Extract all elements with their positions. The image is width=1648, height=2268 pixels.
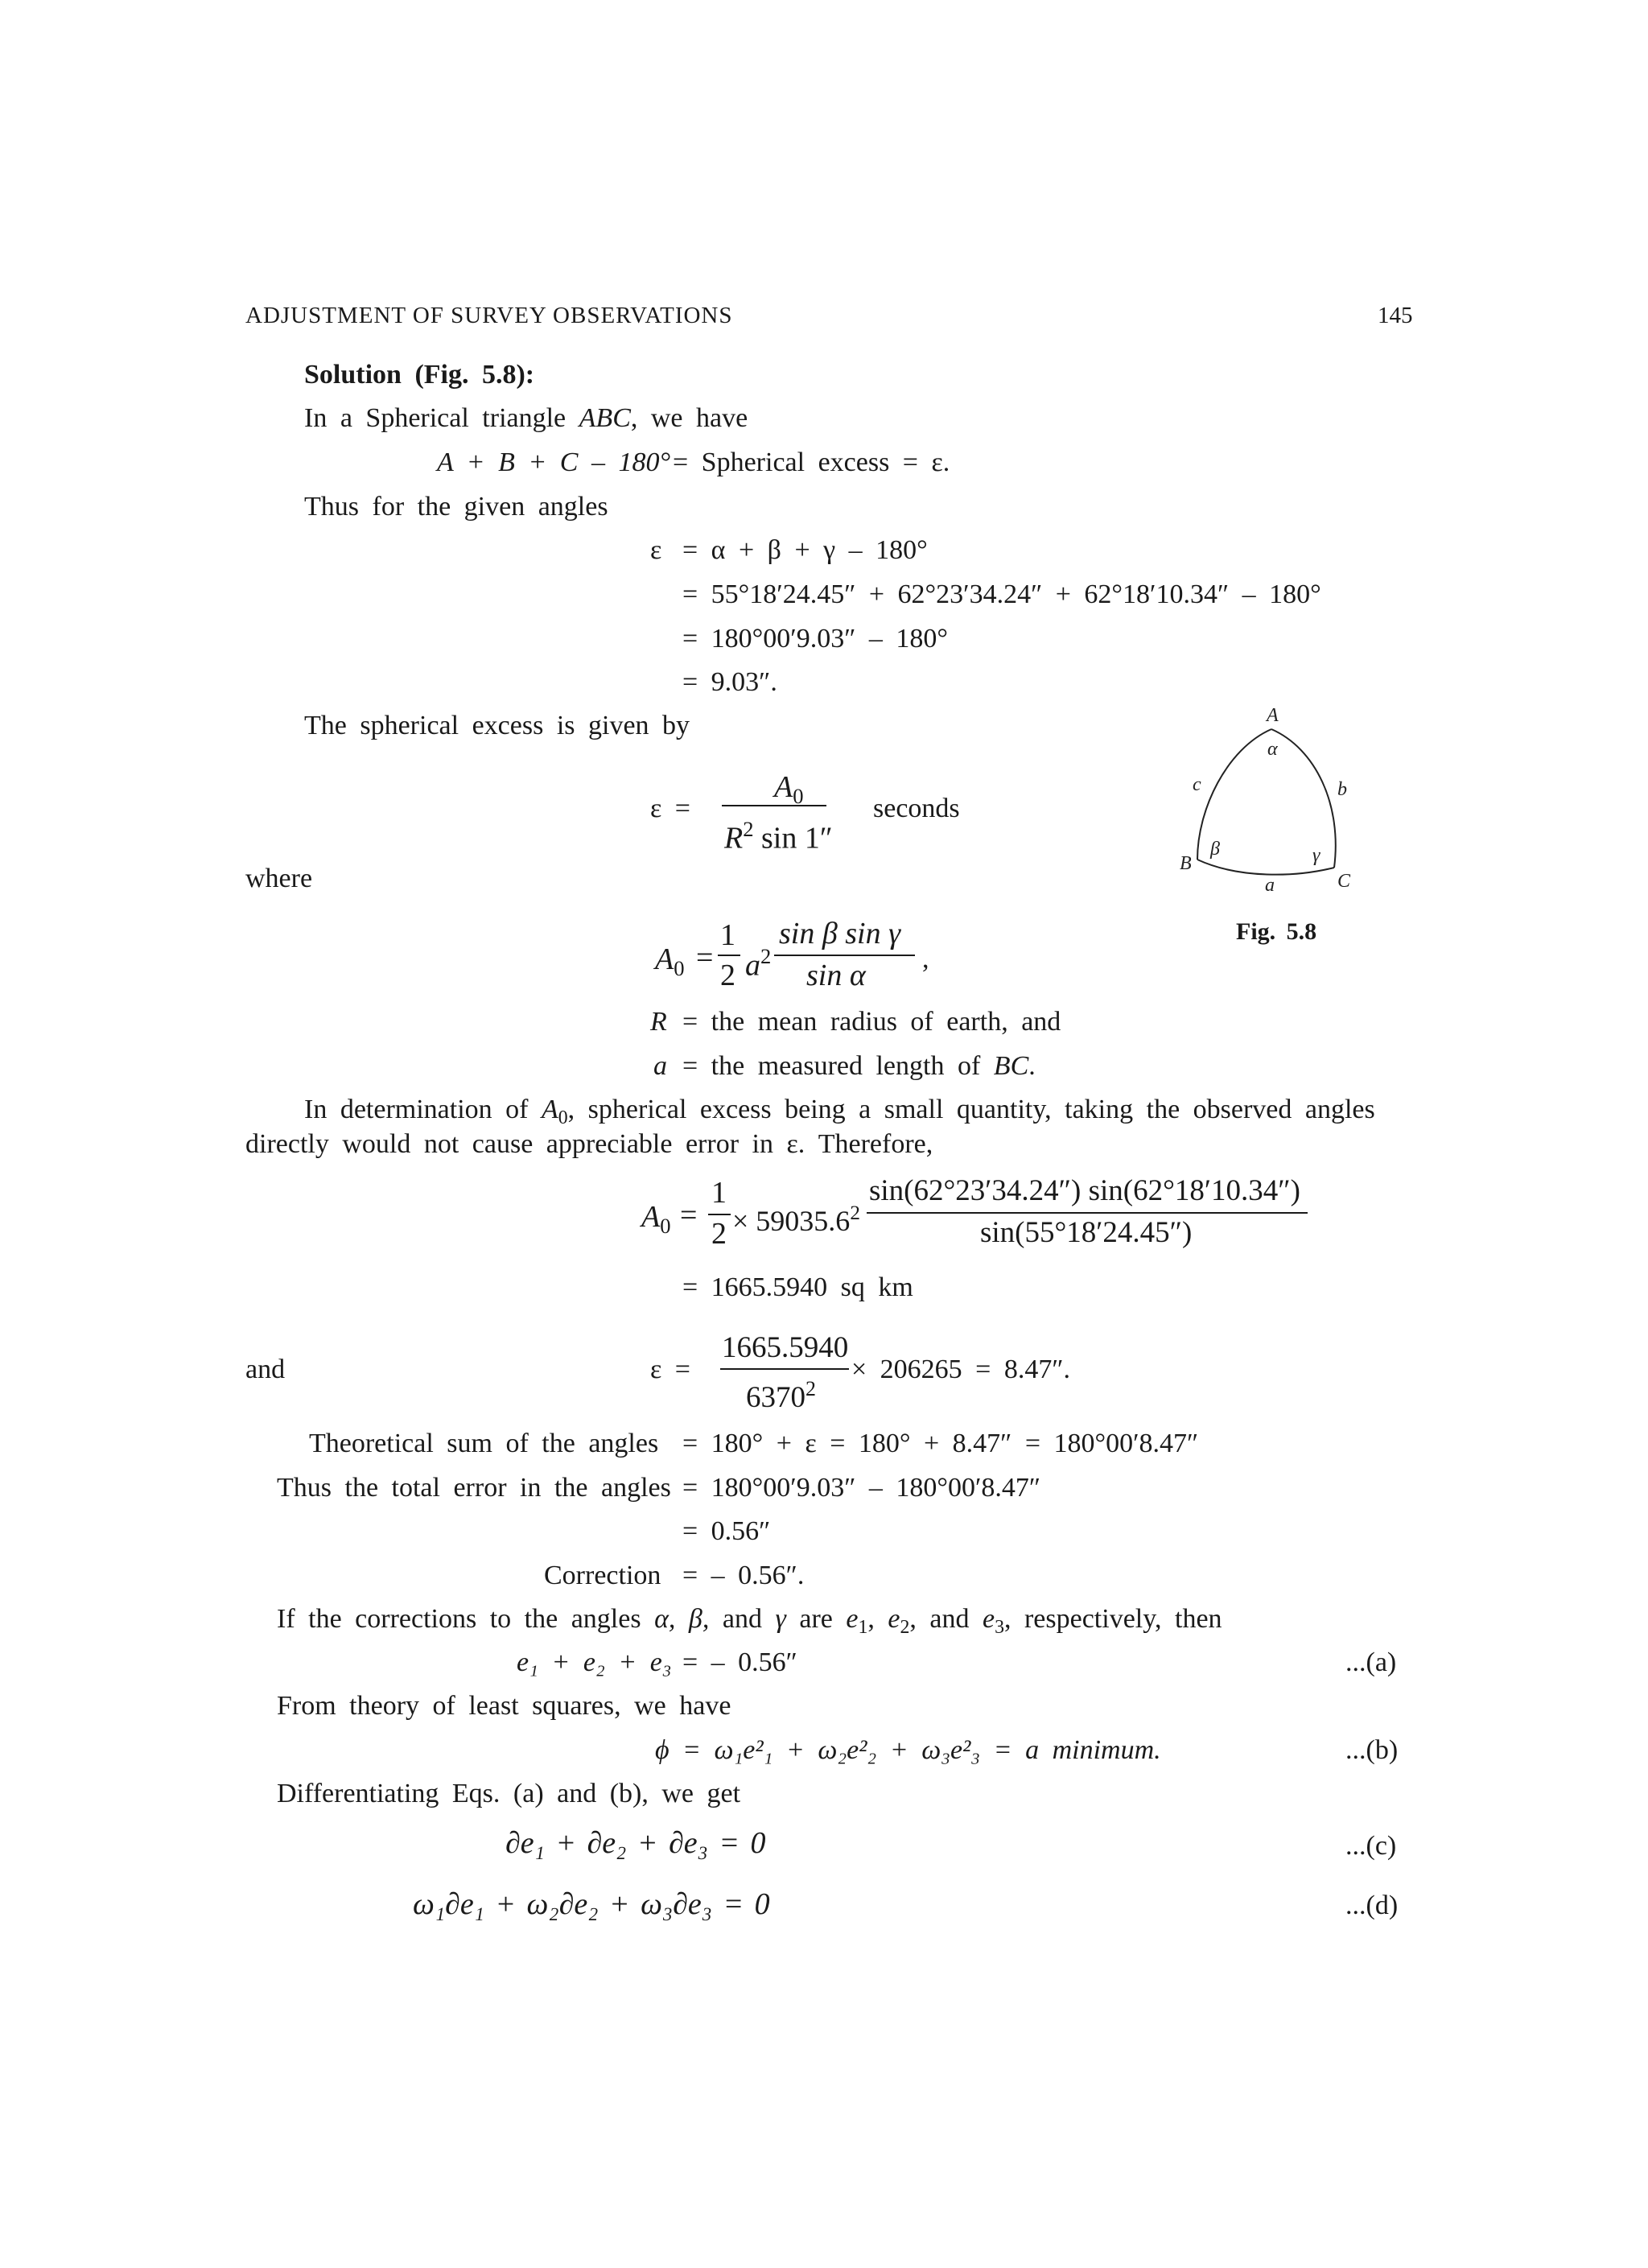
correction-value: = – 0.56″. [682,1561,805,1590]
a0calc-half-num: 1 [711,1176,727,1210]
eps-calc-fraction-bar [720,1368,849,1370]
intro-line [304,402,748,435]
where-label: where [245,864,313,893]
eq-a-tag: ...(a) [1345,1647,1397,1677]
eps-calc-numerator: 1665.5940 [722,1331,849,1364]
intro-text-a: In a Spherical triangle [304,403,579,433]
determination-line1: In determination of $A_0$, spherical excess being a small quantity, taking the observed angles [304,1095,1375,1129]
figure-caption: Fig. 5.8 [1236,918,1317,945]
calc1-lhs: ε [650,535,662,565]
correction-label: Correction [544,1561,661,1590]
angle-alpha-label: α [1267,739,1278,760]
corrections-sentence: If the corrections to the angles α, β, and γ are $e_1$, $e_2$, and $e_3$, respectively, then [277,1604,1222,1639]
least-squares-text: From theory of least squares, we have [277,1691,731,1721]
a0-half-bar [718,955,740,956]
vertex-a-label: A [1267,705,1279,726]
solution-heading: Solution (Fig. 5.8): [304,360,535,390]
eq-c-expr: ∂e₁ + ∂e₂ + ∂e₃ = 0 [505,1826,766,1860]
side-b-label: b [1337,779,1347,800]
eq-c-tag: ...(c) [1345,1831,1397,1861]
a0-fraction-num: sin β sin γ [779,917,901,950]
calc1-line2: = 55°18′24.45″ + 62°23′34.24″ + 62°18′10.34″ – 180° [682,579,1321,609]
given-angles-text: Thus for the given angles [304,492,608,522]
calc1-line4: = 9.03″. [682,667,777,697]
excess-formula-fraction-bar [722,805,826,806]
excess-formula-denominator: $R^2$ sin 1″ [724,817,833,856]
a0-fraction-bar [774,955,915,956]
eps-calc-lhs: ε = [650,1355,690,1384]
side-b-arc [1271,729,1336,868]
eps-calc-denominator: 6370$^2$ [746,1377,816,1415]
a0-a-squared: $a^2$ [745,944,772,983]
eq-a-rhs: = – 0.56″ [682,1647,797,1677]
total-error-label: Thus the total error in the angles [277,1473,671,1503]
a0calc-half-den: 2 [711,1217,727,1251]
excess-formula-eps: ε = [650,794,690,823]
a0calc-fraction-bar [867,1212,1308,1214]
theoretical-sum-value: = 180° + ε = 180° + 8.47″ = 180°00′8.47″ [682,1429,1199,1458]
excess-rhs: = Spherical excess = ε. [673,447,950,477]
eq-b-rhs: = ω₁e²₁ + ω₂e²₂ + ω₃e²₃ = a minimum. [682,1735,1161,1765]
theoretical-sum-label: Theoretical sum of the angles [309,1429,659,1458]
r-symbol: R [650,1007,667,1037]
total-error-value: = 180°00′9.03″ – 180°00′8.47″ [682,1473,1041,1503]
total-error-value-2: = 0.56″ [682,1516,771,1546]
and-label: and [245,1355,286,1384]
a0-half-den: 2 [720,959,735,992]
r-definition: = the mean radius of earth, and [682,1007,1061,1037]
eps-calc-rest: × 206265 = 8.47″. [851,1355,1071,1384]
a-definition: = the measured length of BC. [682,1051,1036,1081]
a0-half-num: 1 [720,918,735,952]
side-a-label: a [1265,875,1275,893]
angle-gamma-label: γ [1312,845,1320,866]
eq-a-lhs: e₁ + e₂ + e₃ [517,1647,672,1677]
angle-beta-label: β [1210,839,1220,860]
calc1-line1: = α + β + γ – 180° [682,535,928,565]
a0calc-multiplier: × $59035.6^2$ [732,1202,860,1237]
a0-equals: = [696,941,714,975]
differentiating-text: Differentiating Eqs. (a) and (b), we get [277,1779,741,1808]
excess-formula-numerator: $A_0$ [774,770,804,808]
a0calc-denominator: sin(55°18′24.45″) [980,1216,1193,1249]
excess-lhs: A + B + C – 180° [437,447,671,477]
eq-b-phi: ϕ [655,1735,670,1765]
vertex-c-label: C [1337,871,1351,892]
side-c-label: c [1193,774,1201,795]
page-number: 145 [1378,303,1413,328]
a0-fraction-den: sin α [806,959,866,992]
intro-text-c: , we have [630,403,748,433]
eq-d-tag: ...(d) [1345,1891,1399,1920]
a0-symbol: $A_0$ [655,942,685,980]
eq-d-expr: ω₁∂e₁ + ω₂∂e₂ + ω₃∂e₃ = 0 [413,1887,770,1921]
a0calc-half-bar [708,1214,731,1215]
a0calc-lhs: $A_0$ [641,1200,671,1238]
a-symbol: a [653,1051,667,1081]
a0-comma: , [922,944,929,974]
running-title: ADJUSTMENT OF SURVEY OBSERVATIONS [245,303,733,328]
side-c-arc [1197,729,1271,860]
excess-formula-text: The spherical excess is given by [304,711,690,740]
triangle-name: ABC [579,403,631,433]
excess-formula-unit: seconds [873,794,960,823]
eq-b-tag: ...(b) [1345,1735,1399,1765]
a0calc-result: = 1665.5940 sq km [682,1272,913,1302]
vertex-b-label: B [1180,853,1192,874]
calc1-line3: = 180°00′9.03″ – 180° [682,624,948,654]
spherical-triangle-figure [1151,700,1384,893]
a0calc-numerator: sin(62°23′34.24″) sin(62°18′10.34″) [869,1174,1300,1207]
determination-line2: directly would not cause appreciable error in ε. Therefore, [245,1129,933,1159]
a0calc-equals: = [680,1198,698,1232]
